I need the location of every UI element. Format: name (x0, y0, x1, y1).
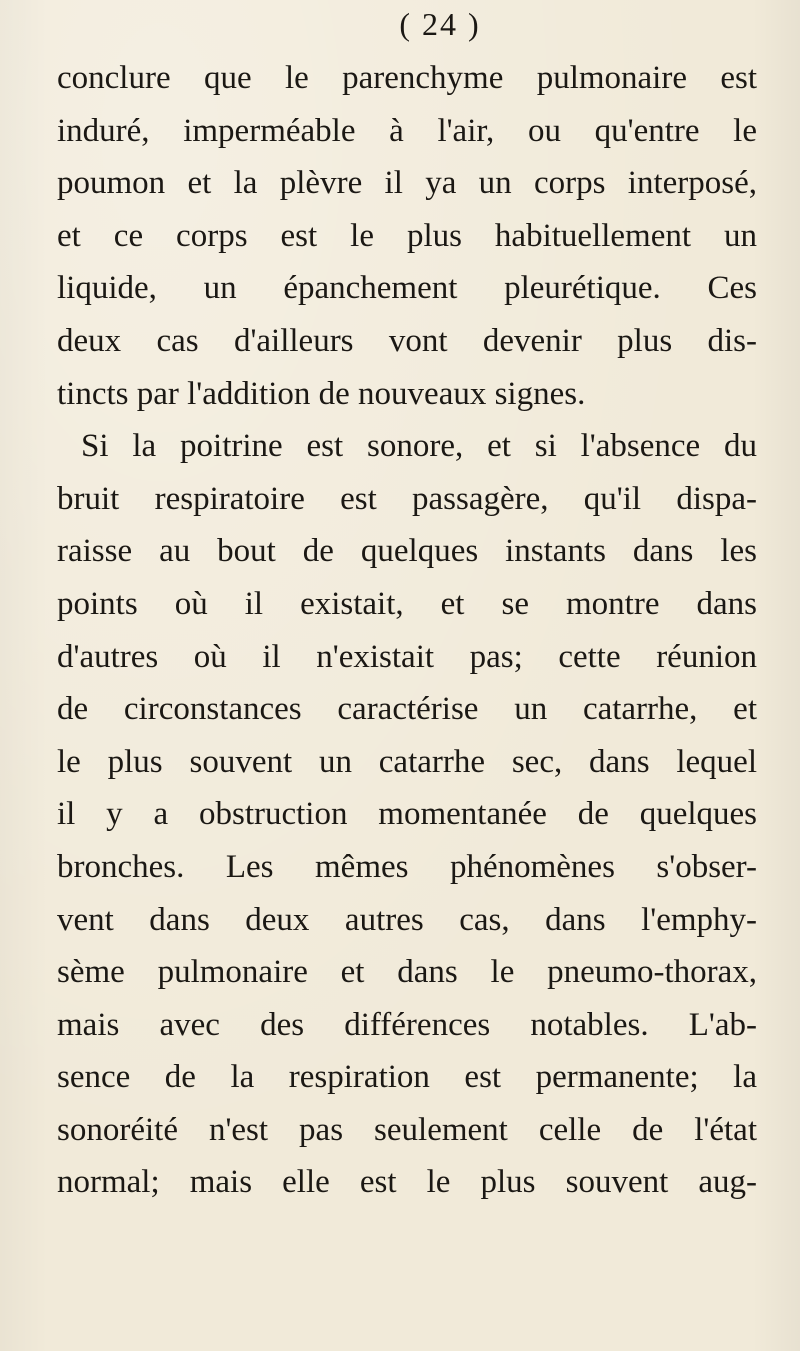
text-line: sence de la respiration est permanente; la (57, 1059, 757, 1096)
text-line: vent dans deux autres cas, dans l'emphy- (57, 901, 757, 938)
text-line: deux cas d'ailleurs vont devenir plus dis- (57, 322, 757, 359)
text-line: de circonstances caractérise un catarrhe, et (57, 691, 757, 728)
text-line: poumon et la plèvre il ya un corps interposé, (57, 165, 757, 202)
text-line: points où il existait, et se montre dans (57, 585, 757, 622)
text-line: normal; mais elle est le plus souvent aug- (57, 1164, 757, 1201)
body-text (57, 52, 757, 1209)
text-line: conclure que le parenchyme pulmonaire est (57, 60, 757, 96)
text-line: d'autres où il n'existait pas; cette réunion (57, 638, 757, 675)
text-line: sème pulmonaire et dans le pneumo-thorax, (57, 954, 757, 991)
text-line: il y a obstruction momentanée de quelques (57, 796, 757, 833)
text-line: raisse au bout de quelques instants dans les (57, 533, 757, 570)
text-line: tincts par l'addition de nouveaux signes. (57, 375, 586, 412)
text-line: mais avec des différences notables. L'ab- (57, 1006, 757, 1043)
text-line: liquide, un épanchement pleurétique. Ces (57, 270, 757, 307)
page-number: ( 24 ) (399, 6, 481, 42)
paragraph-start-line: Si la poitrine est sonore, et si l'absence du (81, 428, 757, 465)
text-line: le plus souvent un catarrhe sec, dans lequel (57, 743, 757, 780)
text-line: induré, imperméable à l'air, ou qu'entre le (57, 112, 757, 149)
text-line: sonoréité n'est pas seulement celle de l'état (57, 1111, 757, 1148)
text-line: bronches. Les mêmes phénomènes s'obser- (57, 848, 757, 885)
text-line: et ce corps est le plus habituellement un (57, 217, 757, 254)
text-line: bruit respiratoire est passagère, qu'il dispa- (57, 480, 757, 517)
